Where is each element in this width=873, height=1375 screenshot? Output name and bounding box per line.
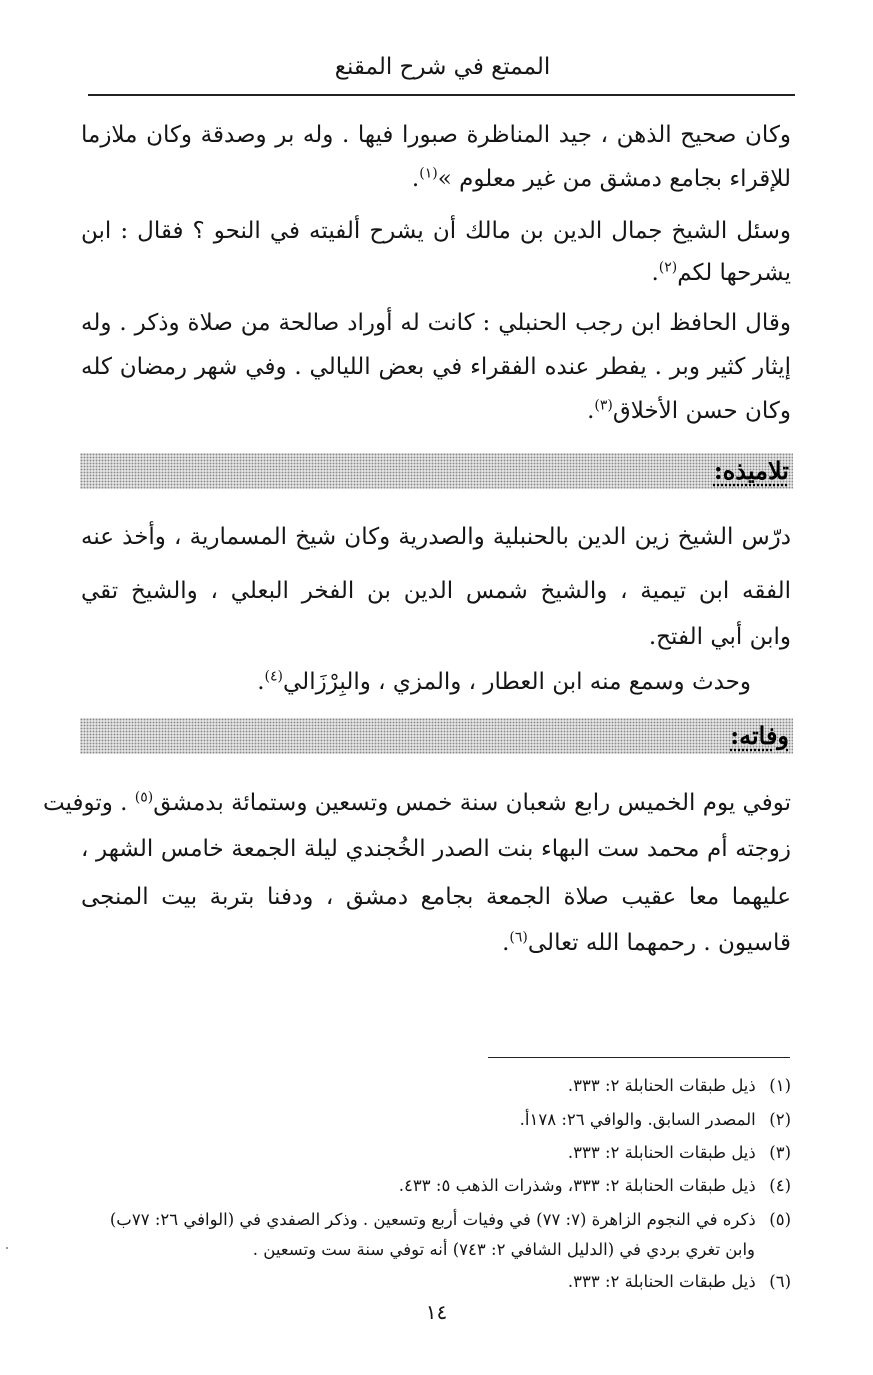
body-line: إيثار كثير وبر . يفطر عنده الفقراء في بعض الليالي . وفي شهر رمضان كله — [81, 354, 791, 380]
footnote-ref: (٥) — [134, 789, 154, 806]
footnote-ref: (٣) — [594, 397, 613, 414]
footnote: (٥) ذكره في النجوم الزاهرة (٧: ٧٧) في وفيات أربع وتسعين . وذكر الصفدي في (الوافي ٢٦: ٧٧ب) — [109, 1210, 791, 1229]
footnote: (٤) ذيل طبقات الحنابلة ٢: ٣٣٣، وشذرات الذهب ٥: ٤٣٣. — [398, 1176, 791, 1195]
body-line: درّس الشيخ زين الدين بالحنبلية والصدرية وكان شيخ المسمارية ، وأخذ عنه — [81, 524, 791, 550]
body-line: توفي يوم الخميس رابع شعبان سنة خمس وتسعين وستمائة بدمشق$^{(٥)}$ . وتوفيت — [42, 789, 791, 816]
footnote-rule — [488, 1057, 790, 1058]
body-line: وسئل الشيخ جمال الدين بن مالك أن يشرح ألفيته في النحو ؟ فقال : ابن — [81, 218, 791, 244]
footnote: (٢) المصدر السابق. والوافي ٢٦: ١٧٨أ. — [519, 1110, 791, 1129]
footnote-ref: (١) — [419, 165, 438, 182]
footnote: (٣) ذيل طبقات الحنابلة ٢: ٣٣٣. — [567, 1143, 791, 1162]
body-line: وكان حسن الأخلاق$^{(٣)}$. — [587, 397, 791, 424]
section-heading-band — [80, 718, 793, 754]
running-header: الممتع في شرح المقنع — [334, 54, 551, 80]
body-line: عليهما معا عقيب صلاة الجمعة بجامع دمشق ، ودفنا بتربة بيت المنجى — [81, 884, 791, 910]
footnote: (٦) ذيل طبقات الحنابلة ٢: ٣٣٣. — [567, 1272, 791, 1291]
body-line: زوجته أم محمد ست البهاء بنت الصدر الخُجندي ليلة الجمعة خامس الشهر ، — [81, 836, 791, 862]
header-rule — [88, 94, 795, 96]
footnote-ref: (٢) — [658, 259, 678, 276]
section-heading-students: تلاميذه: — [713, 456, 789, 485]
footnote: (١) ذيل طبقات الحنابلة ٢: ٣٣٣. — [567, 1076, 791, 1095]
body-line: قاسيون . رحمهما الله تعالى$^{(٦)}$. — [502, 929, 791, 956]
footnote-continuation: وابن تغري بردي في (الدليل الشافي ٢: ٧٤٣) أنه توفي سنة ست وتسعين . — [252, 1240, 755, 1259]
body-line: للإقراء بجامع دمشق من غير معلوم »$^{(١)}$. — [411, 165, 791, 192]
body-line: وحدث وسمع منه ابن العطار ، والمزي ، والبِرْزَالي$^{(٤)}$. — [257, 668, 751, 695]
body-line: الفقه ابن تيمية ، والشيخ شمس الدين بن الفخر البعلي ، والشيخ تقي — [81, 578, 791, 604]
section-heading-death: وفاته: — [730, 721, 789, 750]
body-line: يشرحها لكم$^{(٢)}$. — [651, 259, 791, 286]
section-heading-band — [80, 453, 793, 489]
footnote-ref: (٦) — [509, 929, 528, 946]
footnote-ref: (٤) — [264, 668, 284, 685]
body-line: وقال الحافظ ابن رجب الحنبلي : كانت له أوراد صالحة من صلاة وذكر . وله — [81, 310, 791, 336]
page-number: ١٤ — [425, 1300, 448, 1324]
body-line: وابن أبي الفتح. — [648, 624, 791, 650]
body-line: وكان صحيح الذهن ، جيد المناظرة صبورا فيها . وله بر وصدقة وكان ملازما — [81, 122, 791, 148]
scan-speck — [6, 1247, 8, 1249]
